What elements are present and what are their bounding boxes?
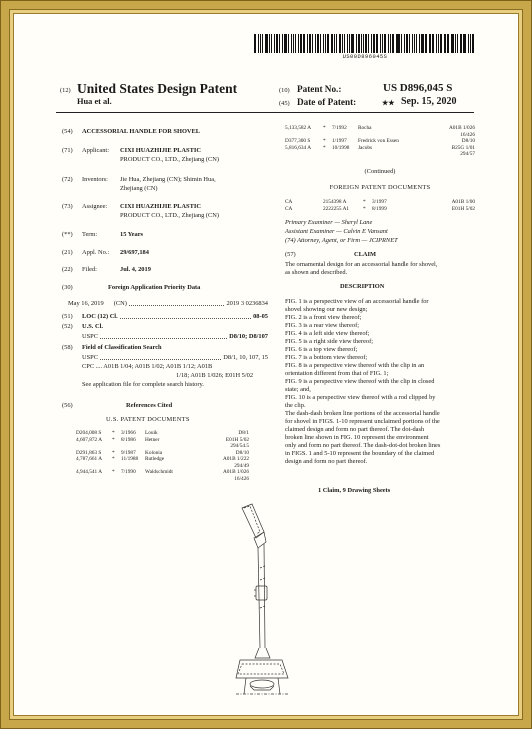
- reference-row: [76, 469, 249, 476]
- foreign-cited-mark: *: [363, 199, 366, 205]
- barcode-bar: [371, 34, 372, 53]
- patent-no-label: Patent No.:: [297, 84, 342, 94]
- code-72: (72): [62, 176, 73, 183]
- barcode-bar: [356, 34, 357, 53]
- attorney: (74) Attorney, Agent, or Firm — JCIPRNET: [285, 237, 398, 244]
- appl-no-value: 29/697,184: [120, 249, 149, 256]
- reference-class: D8/10: [235, 449, 249, 456]
- barcode-bar: [429, 34, 430, 53]
- inventors-line2: Zhejiang (CN): [120, 185, 158, 192]
- code-21: (21): [62, 249, 73, 256]
- reference-cited-mark: *: [112, 449, 115, 456]
- loc-row: [82, 313, 268, 321]
- continued-label: (Continued): [364, 168, 396, 175]
- description-line: design and form no part thereof.: [285, 458, 368, 465]
- reference-date: 9/1987: [121, 449, 136, 456]
- barcode-bar: [307, 34, 308, 53]
- applicant-line1: CIXI HUAZHIJIE PLASTIC: [120, 147, 201, 154]
- foreign-date: 8/1999: [372, 205, 387, 212]
- shovel-handle-drawing: [180, 498, 330, 710]
- claim-text-1: The ornamental design for an accessorial handle for shovel,: [285, 261, 438, 268]
- foreign-date: 3/1997: [372, 199, 387, 205]
- barcode-bar: [358, 34, 360, 53]
- field-cpc-line1: CPC .... A01B 1/04; A01B 1/02; A01B 1/12; A01B: [82, 363, 213, 370]
- reference-cited-mark: *: [323, 144, 326, 151]
- foreign-class: E01H 5/02: [451, 205, 475, 212]
- handle-grip: [242, 504, 264, 538]
- date-label: Date of Patent:: [297, 97, 357, 107]
- left-references-table: [76, 430, 249, 482]
- term-label: Term:: [82, 231, 98, 238]
- code-73: (73): [62, 203, 73, 210]
- barcode-bar: [351, 34, 354, 53]
- description-line: FIG. 6 is a top view thereof;: [285, 346, 358, 353]
- barcode-bar: [409, 34, 410, 53]
- description-line: for shovel in FIGS. 1-10 represent unclaimed portions of the: [285, 418, 440, 425]
- barcode-bar: [448, 34, 449, 53]
- references-title: References Cited: [126, 402, 173, 409]
- term-value: 15 Years: [120, 231, 144, 238]
- barcode-bar: [438, 34, 439, 53]
- reference-cited-mark: *: [112, 436, 115, 443]
- barcode-bar: [382, 34, 383, 53]
- reference-number: 4,607,872 A: [76, 436, 103, 443]
- description-line: state; and,: [285, 386, 311, 393]
- field-uspc-label: USPC: [82, 354, 98, 361]
- barcode-bar: [323, 34, 324, 53]
- loc-value: 08-05: [253, 313, 268, 320]
- reference-name: Fredrick von Essen: [358, 138, 399, 144]
- reference-number: 5,816,634 A: [285, 144, 312, 151]
- reference-class: D8/10: [461, 138, 475, 144]
- code-22: (22): [62, 266, 73, 273]
- barcode-bar: [396, 34, 397, 53]
- reference-row: [285, 206, 475, 213]
- foreign-cited-mark: *: [363, 205, 366, 212]
- barcode-bar: [376, 34, 379, 53]
- reference-date: 10/1998: [332, 144, 350, 151]
- date-mark: ★★: [382, 99, 395, 107]
- barcode-bar: [406, 34, 408, 53]
- loc-label: LOC (12) Cl.: [82, 313, 118, 320]
- reference-name: Kolonia: [145, 449, 163, 456]
- patent-number: US D896,045 S: [383, 82, 453, 94]
- field-search-label: Field of Classification Search: [82, 344, 162, 351]
- barcode-bar: [258, 34, 259, 53]
- barcode-bar: [279, 34, 281, 53]
- barcode-bar: [401, 34, 402, 53]
- barcode-bar: [298, 34, 299, 53]
- barcode-bar: [436, 34, 437, 53]
- barcode-bar: [397, 34, 400, 53]
- uspc-label: USPC: [82, 333, 98, 340]
- field-see-note: See application file for complete search history.: [82, 381, 204, 388]
- reference-name: Jacobs: [358, 144, 373, 151]
- barcode-bar: [265, 34, 268, 53]
- code-45: (45): [279, 100, 290, 107]
- reference-name: Louik: [145, 430, 158, 436]
- barcode-bar: [368, 34, 369, 53]
- foreign-country: CA: [285, 205, 293, 212]
- assistant-examiner: Assistant Examiner — Calvin E Vansant: [285, 228, 388, 235]
- code-51: (51): [62, 313, 73, 320]
- field-uspc-row: [82, 354, 268, 362]
- barcode-bar: [300, 34, 302, 53]
- us-cl-label: U.S. Cl.: [82, 323, 103, 330]
- barcode-bar: [284, 34, 287, 53]
- field-cpc-line2: 1/18; A01B 1/026; E01H 5/02: [176, 372, 254, 379]
- code-71: (71): [62, 147, 73, 154]
- barcode-bar: [416, 34, 417, 53]
- reference-class-secondary: 294/49: [234, 462, 249, 469]
- appl-no-label: Appl. No.:: [82, 249, 110, 256]
- reference-class-secondary: 294/57: [460, 151, 475, 157]
- reference-cited-mark: *: [323, 138, 326, 144]
- barcode-bar: [349, 34, 350, 53]
- code-57: (57): [285, 251, 296, 258]
- description-line: FIG. 4 is a left side view thereof;: [285, 330, 370, 337]
- foreign-number: 2154398 A: [323, 199, 347, 205]
- description-line: claimed design and form no part thereof. The dot-dash: [285, 426, 425, 433]
- reference-number: 5,133,582 A: [285, 125, 312, 131]
- barcode-bar: [288, 34, 289, 53]
- barcode-bar: [334, 34, 335, 53]
- priority-date: May 16, 2019: [68, 300, 104, 307]
- barcode-bar: [388, 34, 389, 53]
- inventor-short: Hua et al.: [77, 97, 112, 106]
- barcode-bar: [444, 34, 446, 53]
- description-line: only and form no part thereof. The dash-dot-dot broken lines: [285, 442, 441, 449]
- assignee-label: Assignee:: [82, 203, 108, 210]
- barcode-bar: [344, 34, 346, 53]
- barcode-bar: [315, 34, 316, 53]
- claim-title: CLAIM: [354, 251, 377, 258]
- barcode-bar: [380, 34, 381, 53]
- code-10: (10): [279, 87, 290, 94]
- claims-footer: 1 Claim, 9 Drawing Sheets: [318, 487, 391, 494]
- barcode-bar: [421, 34, 424, 53]
- reference-date: 7/1992: [332, 125, 347, 131]
- code-52: (52): [62, 323, 73, 330]
- description-line: FIG. 2 is a front view thereof;: [285, 314, 362, 321]
- reference-row: [285, 125, 475, 132]
- patent-type-title: United States Design Patent: [77, 81, 238, 96]
- reference-number: D204,008 S: [76, 430, 102, 436]
- reference-class: E01H 5/02: [225, 436, 249, 443]
- filed-value: Jul. 4, 2019: [120, 266, 151, 273]
- barcode-bar: [260, 34, 261, 53]
- barcode-bar: [309, 34, 312, 53]
- description-line: orientation different from that of FIG. 1;: [285, 370, 389, 377]
- reference-class-secondary: 16/426: [460, 131, 475, 138]
- barcode-bar: [331, 34, 333, 53]
- description-line: broken line shown in FIG. 10 represent the environment: [285, 434, 429, 441]
- description-line: shovel showing our new design;: [285, 306, 368, 313]
- reference-date: 11/1988: [121, 456, 139, 462]
- inventors-line1: Jie Hua, Zhejiang (CN); Shimin Hua,: [120, 176, 216, 183]
- barcode-bar: [365, 34, 367, 53]
- barcode-bar: [414, 34, 415, 53]
- barcode-bar: [303, 34, 305, 53]
- barcode-bar: [432, 34, 434, 53]
- foreign-docs-title: FOREIGN PATENT DOCUMENTS: [329, 184, 431, 191]
- right-references-table: [285, 125, 475, 158]
- barcode-bar: [470, 34, 471, 53]
- barcode-bar: [269, 34, 270, 53]
- assignee-line1: CIXI HUAZHIJIE PLASTIC: [120, 203, 201, 210]
- barcode-bar: [282, 34, 283, 53]
- reference-number: 4,944,541 A: [76, 469, 103, 475]
- reference-class: A01B 1/026: [222, 469, 249, 475]
- reference-class-secondary: 16/426: [234, 475, 249, 482]
- barcode-bar: [291, 34, 292, 53]
- description-body: [285, 298, 477, 466]
- code-term: (**): [62, 231, 73, 238]
- barcode-bar: [447, 34, 448, 53]
- reference-name: Rutledge: [145, 456, 165, 462]
- barcode-bar: [320, 34, 321, 53]
- barcode-bar: [460, 34, 462, 53]
- field-uspc-value: D8/1, 10, 107, 15: [223, 354, 268, 361]
- patent-date: Sep. 15, 2020: [401, 96, 457, 107]
- barcode-bar: [293, 34, 295, 53]
- header-rule: [56, 112, 474, 113]
- barcode-bar: [312, 34, 313, 53]
- foreign-country: CA: [285, 199, 293, 205]
- applicant-line2: PRODUCT CO., LTD., Zhejiang (CN): [120, 156, 220, 163]
- description-line: The dash-dash broken line portions of the accessorial handle: [285, 410, 440, 417]
- description-title: DESCRIPTION: [340, 283, 385, 290]
- description-line: FIG. 9 is a perspective view thereof with the clip in closed: [285, 378, 435, 385]
- reference-cited-mark: *: [112, 469, 115, 475]
- barcode-bar: [455, 34, 456, 53]
- filed-label: Filed:: [82, 266, 97, 273]
- primary-examiner: Primary Examiner — Sheryl Lane: [285, 219, 373, 226]
- description-line: FIG. 7 is a bottom view thereof;: [285, 354, 368, 361]
- reference-name: Waldschmidt: [145, 469, 173, 475]
- reference-class: B25G 1/01: [451, 144, 475, 151]
- barcode-bar: [363, 34, 364, 53]
- foreign-class: A01B 1/00: [451, 199, 475, 205]
- code-12: (12): [60, 87, 71, 94]
- inventors-label: Inventors:: [82, 176, 108, 183]
- reference-cited-mark: *: [112, 456, 115, 462]
- reference-class-secondary: 294/54.5: [230, 443, 249, 449]
- barcode-bar: [457, 34, 458, 53]
- reference-date: 7/1990: [121, 469, 136, 475]
- uspc-value: D8/10; D8/107: [229, 333, 268, 340]
- barcode-bar: [373, 34, 375, 53]
- reference-cited-mark: *: [112, 430, 115, 436]
- foreign-number: 2222255 A1: [323, 205, 350, 212]
- description-line: the clip.: [285, 402, 306, 409]
- claim-text-2: as shown and described.: [285, 269, 348, 276]
- description-line: FIG. 5 is a right side view thereof;: [285, 338, 374, 345]
- description-line: in FIGS. 1 and 5-10 represent the boundary of the claimed: [285, 450, 435, 457]
- code-54: (54): [62, 128, 73, 135]
- barcode: [254, 34, 476, 53]
- barcode-bar: [361, 34, 362, 53]
- barcode-bar: [276, 34, 278, 53]
- barcode-bar: [327, 34, 330, 53]
- reference-class: A01B 1/222: [222, 456, 249, 462]
- design-title: ACCESSORIAL HANDLE FOR SHOVEL: [82, 128, 201, 135]
- barcode-bar: [451, 34, 454, 53]
- barcode-bar: [342, 34, 343, 53]
- barcode-bar: [262, 34, 264, 53]
- code-58: (58): [62, 344, 73, 351]
- reference-class: D8/1: [238, 430, 249, 436]
- description-line: FIG. 1 is a perspective view of an accessorial handle for: [285, 298, 429, 305]
- uspc-row: [82, 333, 268, 341]
- code-30: (30): [62, 284, 73, 291]
- barcode-bar: [464, 34, 466, 53]
- reference-row: [76, 456, 249, 463]
- barcode-bar: [468, 34, 469, 53]
- priority-number: 2019 3 0236834: [226, 300, 268, 307]
- reference-row-cont: [285, 151, 475, 158]
- barcode-bar: [463, 34, 464, 53]
- code-56: (56): [62, 402, 73, 409]
- barcode-bar: [274, 34, 275, 53]
- barcode-text: US00D896045S: [342, 54, 388, 60]
- barcode-bar: [390, 34, 391, 53]
- reference-number: 4,787,661 A: [76, 456, 103, 462]
- reference-name: Hetner: [145, 436, 160, 443]
- barcode-bar: [325, 34, 326, 53]
- priority-country: (CN): [113, 300, 127, 307]
- barcode-bar: [404, 34, 405, 53]
- barcode-bar: [347, 34, 348, 53]
- barcode-bar: [317, 34, 319, 53]
- assignee-line2: PRODUCT CO., LTD., Zhejiang (CN): [120, 212, 220, 219]
- reference-class: A01B 1/026: [448, 125, 475, 131]
- barcode-bar: [472, 34, 474, 53]
- foreign-references-table: [285, 199, 475, 212]
- reference-cited-mark: *: [323, 125, 326, 131]
- barcode-bar: [392, 34, 394, 53]
- description-line: FIG. 8 is a perspective view thereof with the clip in an: [285, 362, 425, 369]
- priority-row: [68, 300, 268, 308]
- reference-date: 1/1997: [332, 138, 347, 144]
- barcode-bar: [271, 34, 272, 53]
- barcode-bar: [339, 34, 341, 53]
- reference-name: Rocha: [358, 125, 372, 131]
- applicant-label: Applicant:: [82, 147, 109, 154]
- description-line: FIG. 10 is a perspective view thereof with a rod clipped by: [285, 394, 436, 401]
- reference-date: 8/1986: [121, 436, 136, 443]
- barcode-bar: [425, 34, 427, 53]
- reference-number: D291,863 S: [76, 449, 102, 456]
- reference-date: 3/1966: [121, 430, 136, 436]
- reference-row: [76, 437, 249, 444]
- reference-row: [285, 145, 475, 152]
- barcode-bar: [384, 34, 386, 53]
- barcode-bar: [419, 34, 420, 53]
- barcode-bar: [336, 34, 337, 53]
- reference-row-cont: [76, 476, 249, 483]
- barcode-bar: [295, 34, 296, 53]
- barcode-bar: [254, 34, 256, 53]
- priority-title: Foreign Application Priority Data: [108, 284, 201, 291]
- reference-number: D377,300 S: [285, 138, 311, 144]
- us-docs-subtitle: U.S. PATENT DOCUMENTS: [106, 416, 190, 423]
- barcode-bar: [412, 34, 414, 53]
- barcode-bar: [430, 34, 431, 53]
- barcode-bar: [440, 34, 442, 53]
- description-line: FIG. 3 is a rear view thereof;: [285, 322, 359, 329]
